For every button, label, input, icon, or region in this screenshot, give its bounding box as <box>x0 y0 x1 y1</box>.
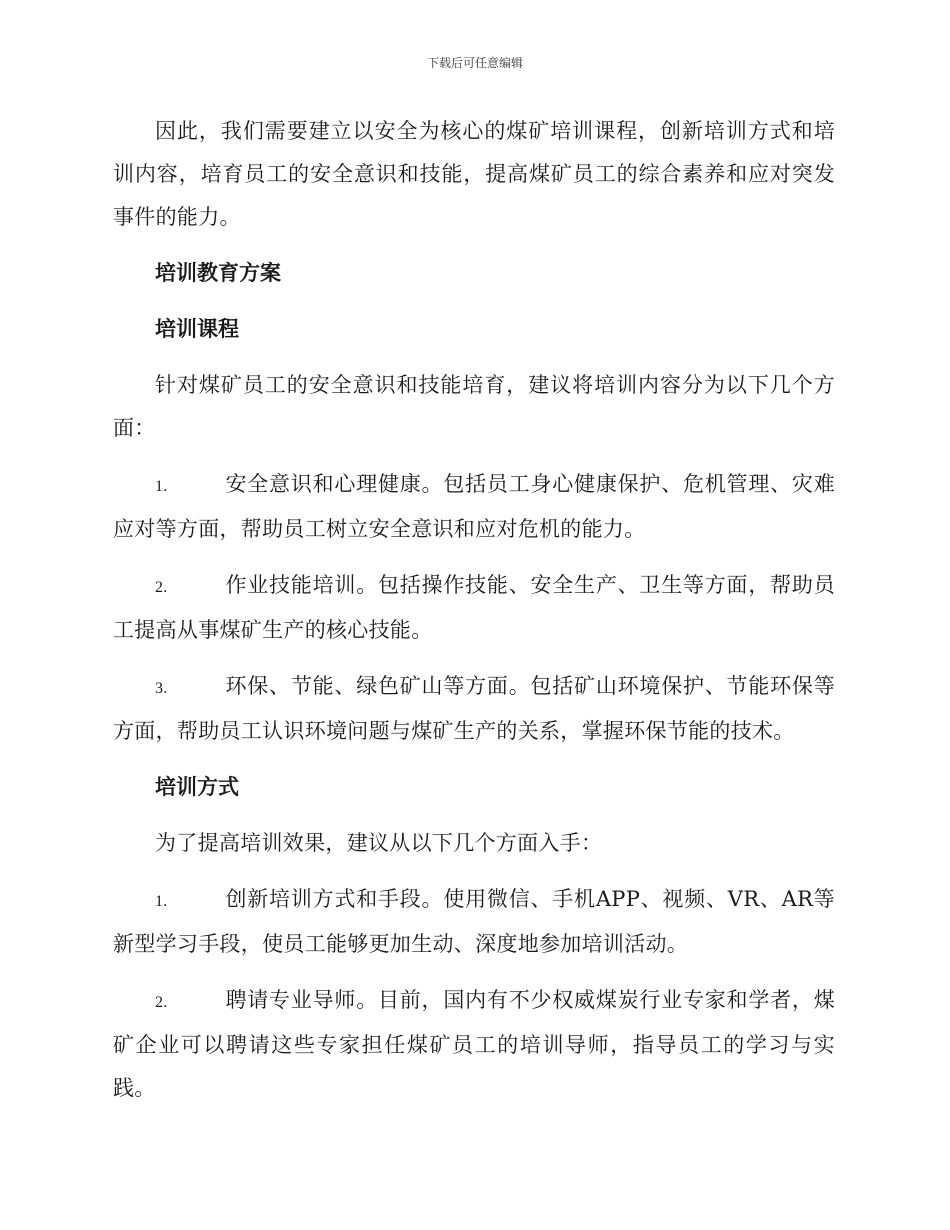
section-heading-plan: 培训教育方案 <box>155 261 281 285</box>
methods-intro-paragraph: 为了提高培训效果，建议从以下几个方面入手： <box>155 831 603 855</box>
courses-intro-paragraph: 针对煤矿员工的安全意识和技能培育，建议将培训内容分为以下几个方面： <box>113 373 835 440</box>
list-item-text: 作业技能培训。包括操作技能、安全生产、卫生等方面，帮助员工提高从事煤矿生产的核心技能。 <box>113 573 835 642</box>
list-item <box>113 665 835 753</box>
intro-paragraph: 因此，我们需要建立以安全为核心的煤矿培训课程，创新培训方式和培训内容，培育员工的安全意识和技能，提高煤矿员工的综合素养和应对突发事件的能力。 <box>113 119 835 229</box>
list-item-text: 环保、节能、绿色矿山等方面。包括矿山环境保护、节能环保等方面，帮助员工认识环境问题与煤矿生产的关系，掌握环保节能的技术。 <box>113 674 835 743</box>
section-heading-methods: 培训方式 <box>155 775 239 799</box>
list-item-text: 安全意识和心理健康。包括员工身心健康保护、危机管理、灾难应对等方面，帮助员工树立安全意识和应对危机的能力。 <box>113 472 835 541</box>
page-header: 下载后可任意编辑 <box>426 56 523 70</box>
section-heading-courses: 培训课程 <box>155 317 239 341</box>
list-item-text: 聘请专业导师。目前，国内有不少权威煤炭行业专家和学者，煤矿企业可以聘请这些专家担任煤矿员工的培训导师，指导员工的学习与实践。 <box>113 988 835 1100</box>
list-item-number: 2. <box>155 579 168 596</box>
list-item-number: 1. <box>155 478 168 495</box>
document-body <box>113 110 835 1123</box>
list-item <box>113 564 835 652</box>
list-item-number: 2. <box>155 994 168 1011</box>
list-item-number: 1. <box>155 893 168 910</box>
list-item-number: 3. <box>155 680 168 697</box>
list-item <box>113 463 835 551</box>
list-item-text: 创新培训方式和手段。使用微信、手机APP、视频、VR、AR等新型学习手段，使员工能够更加生动、深度地参加培训活动。 <box>113 887 835 956</box>
list-item <box>113 979 835 1110</box>
list-item <box>113 878 835 966</box>
